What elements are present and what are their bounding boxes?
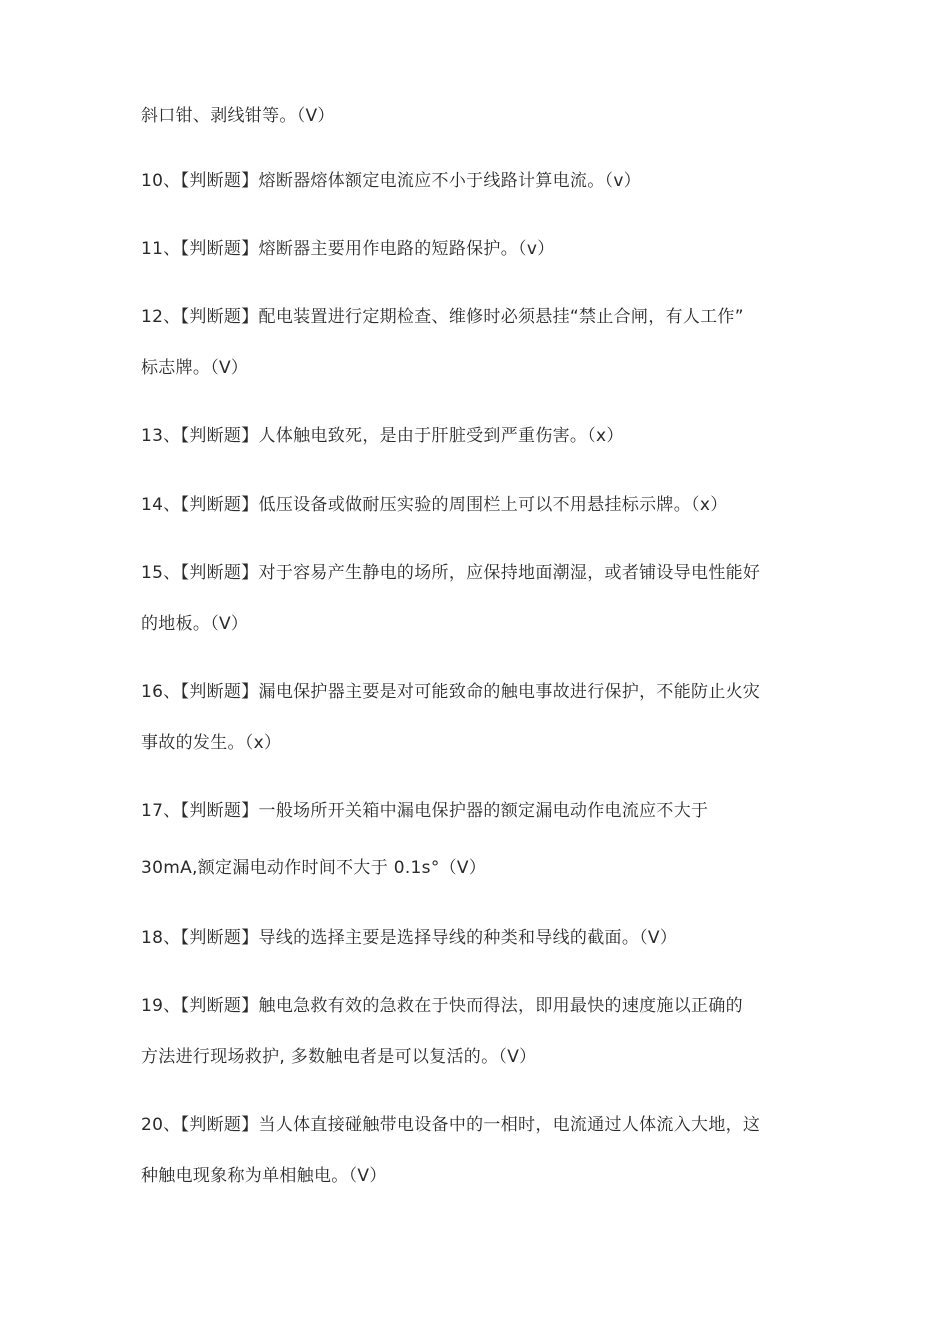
text-line-q12-continuation: 标志牌。（V） <box>141 358 249 378</box>
text-line-q16-continuation: 事故的发生。（x） <box>141 733 282 753</box>
text-line-q17-continuation: 30mA,额定漏电动作时间不大于 0.1s°（V） <box>141 858 487 878</box>
text-line-q19: 19、【判断题】触电急救有效的急救在于快而得法，即用最快的速度施以正确的 <box>141 996 743 1016</box>
text-line-q17: 17、【判断题】一般场所开关箱中漏电保护器的额定漏电动作电流应不大于 <box>141 801 709 821</box>
text-line-q18: 18、【判断题】导线的选择主要是选择导线的种类和导线的截面。（V） <box>141 928 678 948</box>
text-line-q14: 14、【判断题】低压设备或做耐压实验的周围栏上可以不用悬挂标示牌。（x） <box>141 495 728 515</box>
text-line-q12: 12、【判断题】配电装置进行定期检查、维修时必须悬挂“禁止合闸，有人工作” <box>141 307 744 327</box>
text-line-q9-continuation: 斜口钳、剥线钳等。（V） <box>141 106 335 126</box>
text-line-q15: 15、【判断题】对于容易产生静电的场所，应保持地面潮湿，或者铺设导电性能好 <box>141 563 761 583</box>
text-line-q10: 10、【判断题】熔断器熔体额定电流应不小于线路计算电流。（v） <box>141 171 641 191</box>
text-line-q11: 11、【判断题】熔断器主要用作电路的短路保护。（v） <box>141 239 555 259</box>
text-line-q16: 16、【判断题】漏电保护器主要是对可能致命的触电事故进行保护，不能防止火灾 <box>141 682 761 702</box>
text-line-q15-continuation: 的地板。（V） <box>141 614 249 634</box>
text-line-q20: 20、【判断题】当人体直接碰触带电设备中的一相时，电流通过人体流入大地，这 <box>141 1115 761 1135</box>
text-line-q19-continuation: 方法进行现场救护, 多数触电者是可以复活的。（V） <box>141 1047 537 1067</box>
text-line-q13: 13、【判断题】人体触电致死，是由于肝脏受到严重伤害。（x） <box>141 426 624 446</box>
text-line-q20-continuation: 种触电现象称为单相触电。（V） <box>141 1166 387 1186</box>
